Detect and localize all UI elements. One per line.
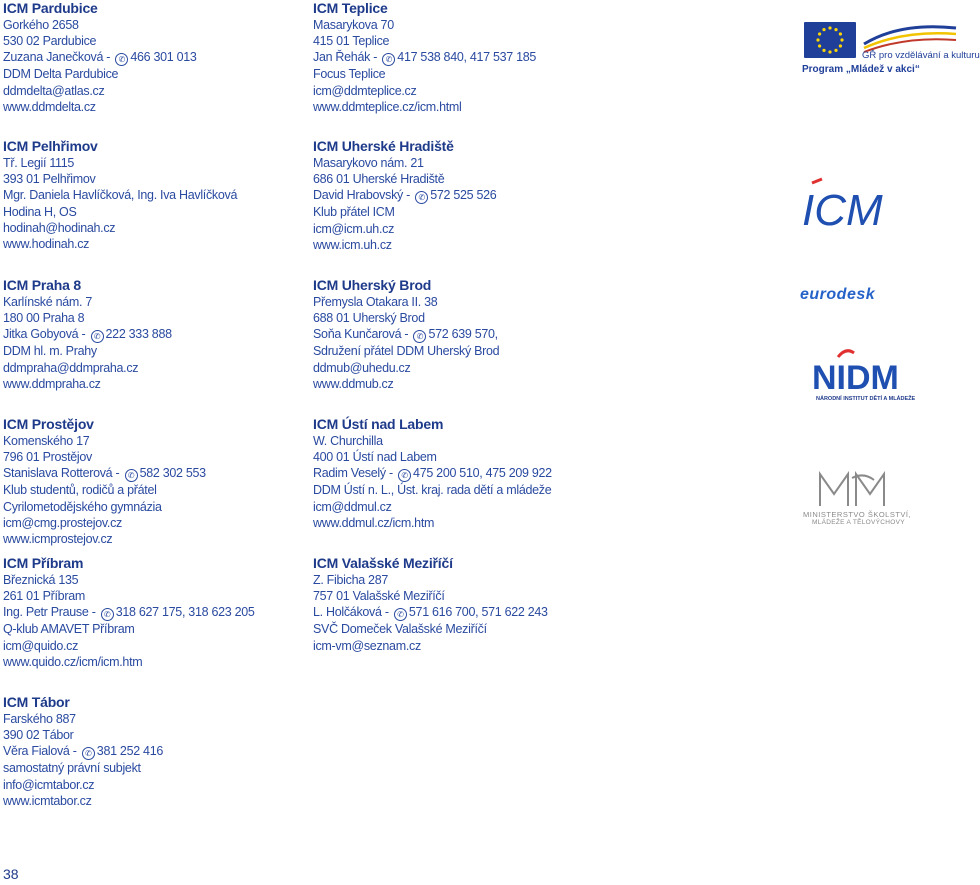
phone-icon: ✆: [413, 330, 426, 343]
email-link[interactable]: icm@ddmul.cz: [313, 499, 392, 514]
phone-number: 381 252 416: [96, 744, 164, 759]
entry-teplice: [313, 0, 603, 115]
organization-line: samostatný právní subjekt: [3, 761, 141, 776]
contact-line: [3, 49, 293, 66]
eu-org-label: GŘ pro vzdělávání a kulturu: [862, 50, 980, 61]
address-line: Březnická 135: [3, 573, 79, 587]
email-link[interactable]: ddmub@uhedu.cz: [313, 360, 411, 375]
address-line: 796 01 Prostějov: [3, 450, 93, 465]
phone-icon: ✆: [115, 53, 128, 66]
organization-line: DDM hl. m. Prahy: [3, 344, 97, 359]
phone-icon: ✆: [91, 330, 104, 343]
organization-line: Q-klub AMAVET Příbram: [3, 622, 135, 637]
nidm-logo-icon: [808, 345, 899, 403]
web-link[interactable]: www.ddmpraha.cz: [3, 376, 101, 391]
organization-line: Sdružení přátel DDM Uherský Brod: [313, 344, 500, 359]
phone-icon: ✆: [101, 608, 114, 621]
contact-name: Jan Řehák -: [313, 50, 378, 65]
address-line: 530 02 Pardubice: [3, 34, 97, 49]
contact-name: Jitka Gobyová -: [3, 327, 86, 342]
phone-number: 222 333 888: [105, 327, 172, 342]
entry-usti-nad-labem: [313, 416, 603, 531]
contact-name: Zuzana Janečková -: [3, 50, 111, 65]
address-line: 393 01 Pelhřimov: [3, 172, 96, 187]
contact-name: Ing. Petr Prause -: [3, 605, 96, 620]
address-line: 415 01 Teplice: [313, 34, 390, 49]
phone-number: 572 525 526: [430, 188, 497, 203]
contact-line: Mgr. Daniela Havlíčková, Ing. Iva Havlíčková: [3, 188, 238, 203]
address-line: Karlínské nám. 7: [3, 295, 92, 309]
eu-program-label: Program „Mládež v akci“: [802, 64, 920, 75]
organization-line: SVČ Domeček Valašské Meziříčí: [313, 622, 487, 637]
web-link[interactable]: www.icmprostejov.cz: [3, 532, 113, 547]
entry-title: ICM Příbram: [3, 555, 84, 571]
email-link[interactable]: icm@quido.cz: [3, 638, 79, 653]
address-line: Z. Fibicha 287: [313, 573, 389, 587]
msmt-caption-line-1: MINISTERSTVO ŠKOLSTVÍ,: [803, 510, 912, 519]
entry-title: ICM Teplice: [313, 0, 388, 16]
address-line: Gorkého 2658: [3, 18, 79, 32]
phone-icon: ✆: [82, 747, 95, 760]
email-link[interactable]: icm@ddmteplice.cz: [313, 83, 417, 98]
entry-prostejov: [3, 416, 293, 547]
entry-title: ICM Praha 8: [3, 277, 81, 293]
entry-uherske-hradiste: [313, 138, 603, 253]
address-line: Masarykovo nám. 21: [313, 156, 424, 170]
contact-name: David Hrabovský -: [313, 188, 411, 203]
nidm-caption: NÁRODNÍ INSTITUT DĚTÍ A MLÁDEŽE: [816, 396, 916, 402]
address-line: 180 00 Praha 8: [3, 311, 85, 326]
organization-line: Klub přátel ICM: [313, 205, 395, 220]
eurodesk-logo: eurodesk: [800, 286, 876, 303]
entry-title: ICM Valašské Meziříčí: [313, 555, 453, 571]
entry-valasske-mezirici: [313, 555, 603, 654]
address-line: 400 01 Ústí nad Labem: [313, 450, 437, 465]
contact-name: L. Holčáková -: [313, 605, 389, 620]
email-link[interactable]: icm@icm.uh.cz: [313, 221, 395, 236]
phone-number: 571 616 700, 571 622 243: [408, 605, 548, 620]
email-link[interactable]: icm-vm@seznam.cz: [313, 638, 421, 653]
entry-title: ICM Prostějov: [3, 416, 94, 432]
contact-line: [3, 326, 293, 343]
entry-title: ICM Pardubice: [3, 0, 98, 16]
phone-number: 466 301 013: [130, 50, 197, 65]
web-link[interactable]: www.icm.uh.cz: [313, 237, 392, 252]
web-link[interactable]: www.ddmteplice.cz/icm.html: [313, 99, 462, 114]
contact-line: [3, 465, 293, 482]
web-link[interactable]: www.ddmul.cz/icm.htm: [313, 515, 435, 530]
web-link[interactable]: www.quido.cz/icm/icm.htm: [3, 654, 143, 669]
phone-icon: ✆: [415, 191, 428, 204]
phone-number: 572 639 570,: [428, 327, 498, 342]
entry-title: ICM Uherské Hradiště: [313, 138, 454, 154]
page-number: 38: [3, 866, 19, 882]
phone-number: 475 200 510, 475 209 922: [413, 466, 552, 481]
phone-icon: ✆: [125, 469, 138, 482]
entry-uhersky-brod: [313, 277, 603, 392]
web-link[interactable]: www.ddmub.cz: [313, 376, 394, 391]
entry-praha-8: [3, 277, 293, 392]
address-line: Farského 887: [3, 712, 76, 726]
contact-line: [313, 187, 603, 204]
phone-number: 417 538 840, 417 537 185: [397, 50, 537, 65]
contact-name: Stanislava Rotterová -: [3, 466, 120, 481]
phone-number: 582 302 553: [139, 466, 206, 481]
web-link[interactable]: www.hodinah.cz: [3, 237, 90, 252]
address-line: 757 01 Valašské Meziříčí: [313, 589, 445, 604]
address-line: Přemysla Otakara II. 38: [313, 295, 438, 309]
organization-line: Hodina H, OS: [3, 204, 77, 219]
organization-line: Focus Teplice: [313, 67, 386, 82]
organization-line: DDM Ústí n. L., Úst. kraj. rada dětí a mládeže: [313, 483, 552, 498]
phone-number: 318 627 175, 318 623 205: [115, 605, 255, 620]
contact-line: [313, 326, 603, 343]
address-line: 261 01 Příbram: [3, 589, 85, 604]
svg-text:NIDM: NIDM: [812, 359, 899, 397]
web-link[interactable]: www.ddmdelta.cz: [3, 99, 96, 114]
address-line: Tř. Legií 1115: [3, 156, 75, 170]
address-line: W. Churchilla: [313, 434, 383, 448]
entry-pribram: [3, 555, 293, 670]
organization-line: DDM Delta Pardubice: [3, 67, 119, 82]
organization-line: Klub studentů, rodičů a přátel: [3, 483, 157, 498]
organization-line: Cyrilometodějského gymnázia: [3, 499, 162, 514]
web-link[interactable]: www.icmtabor.cz: [3, 793, 92, 808]
email-link[interactable]: ddmpraha@ddmpraha.cz: [3, 360, 139, 375]
address-line: 390 02 Tábor: [3, 728, 74, 743]
icm-logo-icon: [800, 175, 900, 237]
contact-line: [3, 604, 293, 621]
msmt-logo-icon: [812, 470, 892, 510]
contact-name: Věra Fialová -: [3, 744, 77, 759]
entry-title: ICM Tábor: [3, 694, 70, 710]
contact-line: [313, 49, 603, 66]
email-link[interactable]: icm@cmg.prostejov.cz: [3, 515, 122, 530]
msmt-caption-line-2: MLÁDEŽE A TĚLOVÝCHOVY: [812, 519, 905, 526]
address-line: Masarykova 70: [313, 18, 394, 32]
address-line: 688 01 Uherský Brod: [313, 311, 425, 326]
entry-title: ICM Pelhřimov: [3, 138, 98, 154]
phone-icon: ✆: [394, 608, 407, 621]
contact-name: Radim Veselý -: [313, 466, 393, 481]
address-line: Komenského 17: [3, 434, 90, 448]
email-link[interactable]: hodinah@hodinah.cz: [3, 220, 116, 235]
entry-title: ICM Uherský Brod: [313, 277, 432, 293]
entry-tabor: [3, 694, 293, 809]
contact-name: Soňa Kunčarová -: [313, 327, 409, 342]
email-link[interactable]: info@icmtabor.cz: [3, 777, 95, 792]
eu-flag-icon: [804, 22, 856, 58]
svg-text:ICM: ICM: [802, 186, 883, 235]
contact-line: [3, 743, 293, 760]
email-link[interactable]: ddmdelta@atlas.cz: [3, 83, 105, 98]
address-line: 686 01 Uherské Hradiště: [313, 172, 445, 187]
entry-title: ICM Ústí nad Labem: [313, 416, 444, 432]
phone-icon: ✆: [382, 53, 395, 66]
entry-pardubice: [3, 0, 293, 115]
phone-icon: ✆: [398, 469, 411, 482]
contact-line: [313, 604, 603, 621]
contact-line: [313, 465, 603, 482]
entry-pelhrimov: [3, 138, 293, 252]
